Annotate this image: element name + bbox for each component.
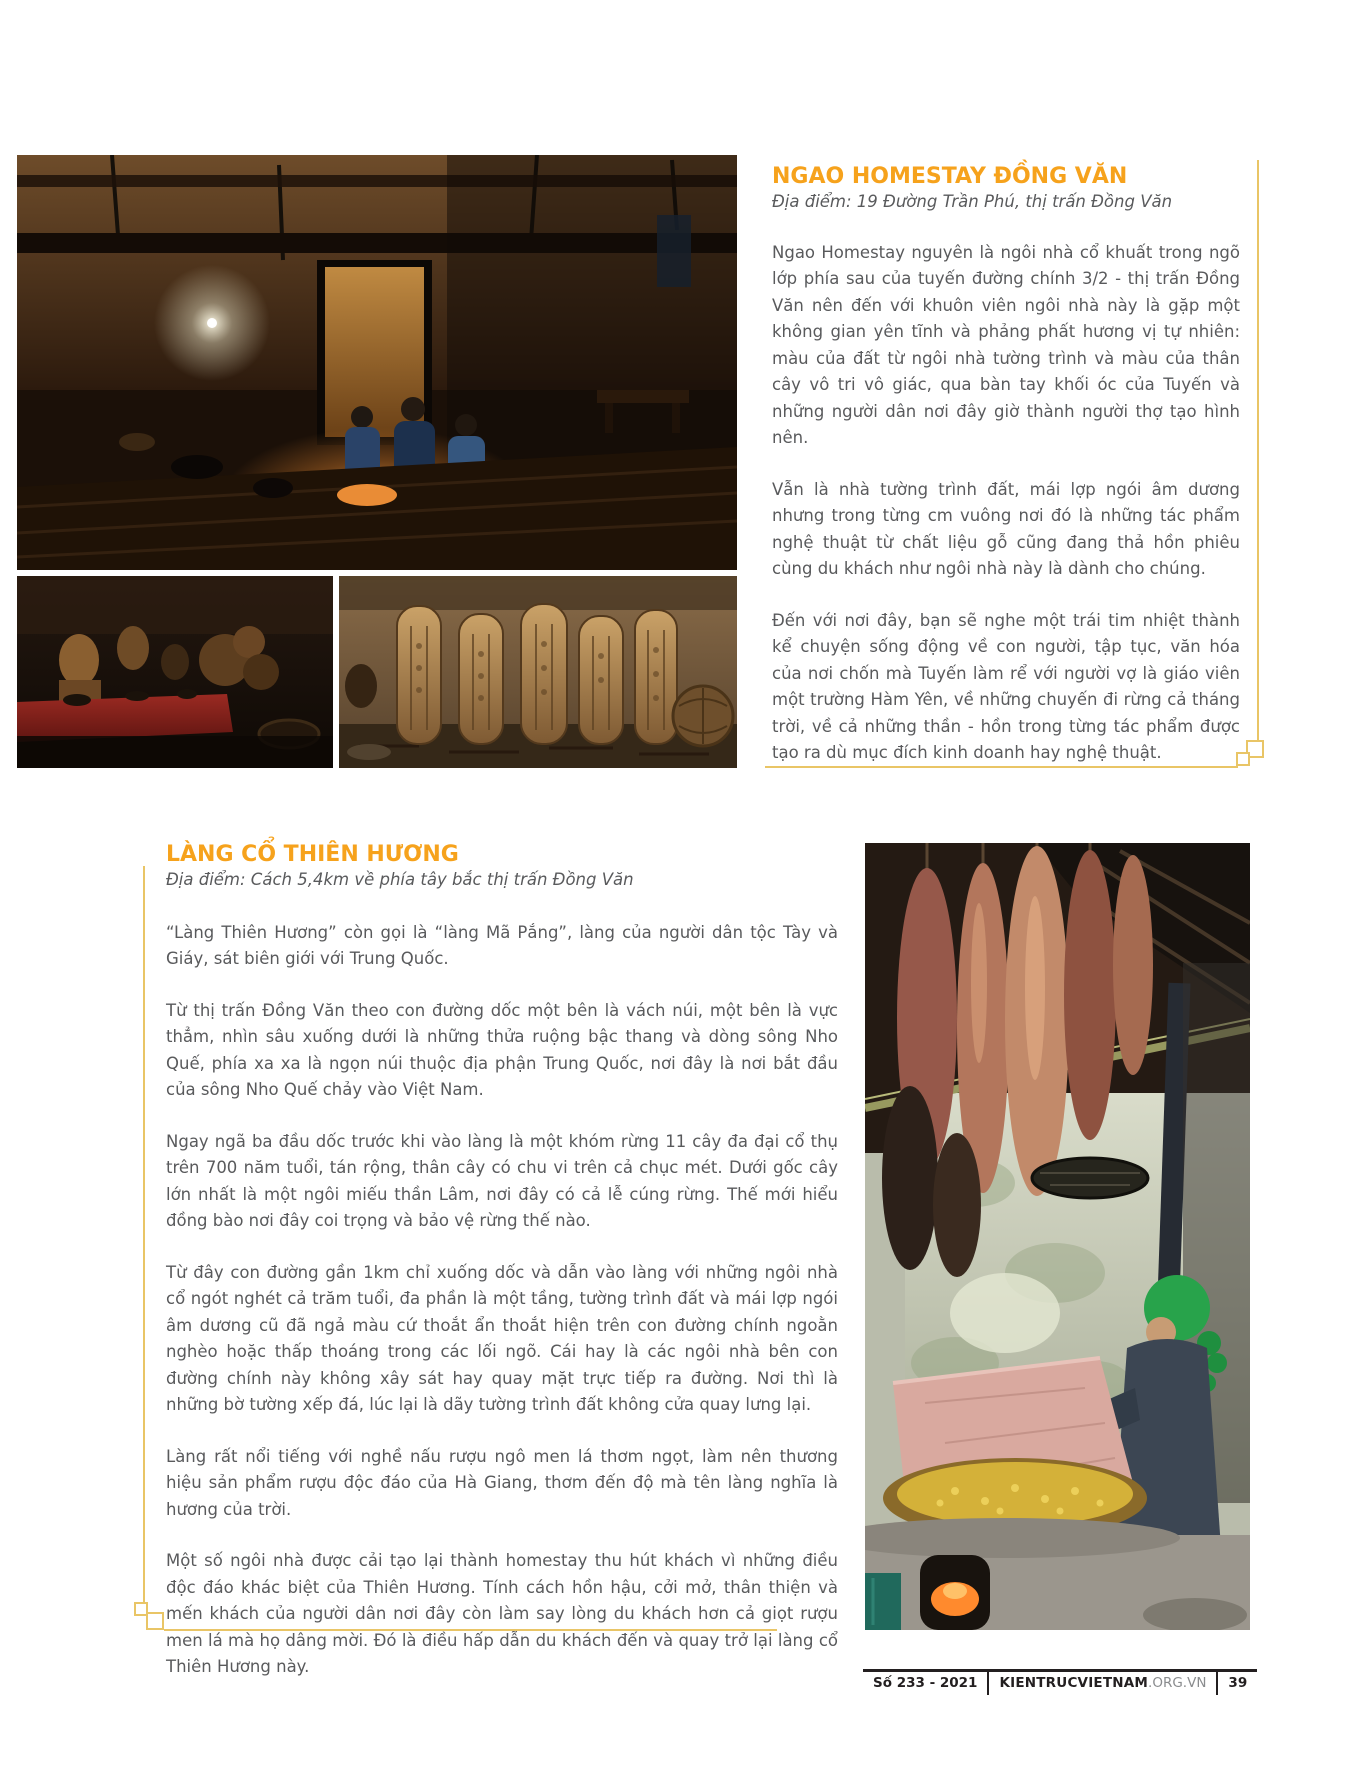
footer-site-domain: .ORG.VN <box>1148 1675 1207 1691</box>
photo-carved-boards-art <box>339 576 737 768</box>
section2-location: Địa điểm: Cách 5,4km về phía tây bắc thị trấn Đồng Văn <box>166 870 634 889</box>
section2-paragraph: Làng rất nổi tiếng với nghề nấu rượu ngô men lá thơm ngọt, làm nên thương hiệu sản phẩm rượu độc đáo của Hà Giang, thơm đến độ mà tên làng nghĩa là hương của trời. <box>166 1446 838 1519</box>
gold-rule-vertical-section2 <box>143 866 145 1602</box>
section2-heading: LÀNG CỔ THIÊN HƯƠNG <box>166 842 459 867</box>
footer-site-name: KIENTRUCVIETNAM <box>999 1675 1149 1691</box>
section2-paragraph: Từ đây con đường gần 1km chỉ xuống dốc và dẫn vào làng với những ngôi nhà cổ ngót nghét cả trăm tuổi, đa phần là một tầng, tường trình đất và mái lợp ngói âm dương cũ đã ngả màu cứ thoắt ẩn thoắt hiện trên con đường chính ngoằn nghèo hoặc thấp thoáng trong các lối ngõ. Cái hay là các ngôi nhà bên con đường chính này không xây sát hay quay mặt trực tiếp ra đường. Nơi thì là những bờ tường xếp đá, lúc lại là dãy tường trình đất không cửa quay lưng lại. <box>166 1262 838 1414</box>
photo-homestay-night-interior <box>17 155 737 570</box>
photo-wood-sculptures-red-table <box>17 576 333 768</box>
gold-rule-horizontal-section2 <box>164 1629 777 1631</box>
corner-ornament-square-small <box>1236 752 1250 766</box>
section1-location: Địa điểm: 19 Đường Trần Phú, thị trấn Đồng Văn <box>772 192 1173 211</box>
corner-ornament-square-large <box>146 1612 164 1630</box>
section1-paragraph: Đến với nơi đây, bạn sẽ nghe một trái tim nhiệt thành kể chuyện sống động về con người, tập tục, văn hóa của nơi chốn mà Tuyến làm rể với người vợ là giáo viên một trường Hàm Yên, về những chuyến đi rừng cả tháng trời, về cả những thần - hồn trong từng tác phẩm được tạo ra dù mục đích kinh doanh hay nghệ thuật. <box>772 610 1240 762</box>
photo-thien-huong-woman-cooking <box>865 843 1250 1630</box>
footer-page-number: 39 <box>1216 1672 1257 1695</box>
section2-paragraph: “Làng Thiên Hương” còn gọi là “làng Mã Pắng”, làng của người dân tộc Tày và Giáy, sát biên giới với Trung Quốc. <box>166 922 838 968</box>
photo-carved-wooden-boards <box>339 576 737 768</box>
section2-paragraph: Một số ngôi nhà được cải tạo lại thành homestay thu hút khách vì những điều độc đáo khác biệt của Thiên Hương. Tính cách hồn hậu, cởi mở, thân thiện và mến khách của người dân nơi đây còn làm say lòng du khách hơn cả giọt rượu men lá mà họ dâng mời. Đó là điều hấp dẫn du khách đến và quay trở lại làng cổ Thiên Hương này. <box>166 1551 838 1676</box>
footer-site <box>987 1672 1216 1695</box>
photo-woman-cooking-art <box>865 843 1250 1630</box>
section2-paragraph: Từ thị trấn Đồng Văn theo con đường dốc một bên là vách núi, một bên là vực thẳm, nhìn sâu xuống dưới là những thửa ruộng bậc thang và dòng sông Nho Quế, phía xa xa là ngọn núi thuộc địa phận Trung Quốc, nơi đây là nơi bắt đầu của sông Nho Quế chảy vào Việt Nam. <box>166 1000 838 1099</box>
section1-paragraph: Vẫn là nhà tường trình đất, mái lợp ngói âm dương nhưng trong từng cm vuông nơi đó là những tác phẩm nghệ thuật từ chất liệu gỗ cũng đang thả hồn phiêu cùng du khách như ngôi nhà này là dành cho chúng. <box>772 479 1240 578</box>
photo-homestay-night-interior-art <box>17 155 737 570</box>
gold-rule-horizontal-section1 <box>765 766 1238 768</box>
gold-rule-vertical-section1 <box>1257 160 1259 742</box>
section2-paragraph: Ngay ngã ba đầu dốc trước khi vào làng là một khóm rừng 11 cây đa đại cổ thụ trên 700 năm tuổi, tán rộng, thân cây có chu vi trên cả chục mét. Dưới gốc cây lớn nhất là một ngôi miếu thần Lâm, nơi đây có cả lễ cúng rừng. Thế mới hiểu đồng bào nơi đây coi trọng và bảo vệ rừng thế nào. <box>166 1131 838 1230</box>
photo-wood-sculptures-art <box>17 576 333 768</box>
footer-issue: Số 233 - 2021 <box>873 1675 978 1691</box>
page-footer <box>863 1669 1257 1695</box>
section1-heading: NGAO HOMESTAY ĐỒNG VĂN <box>772 164 1128 189</box>
section1-paragraph: Ngao Homestay nguyên là ngôi nhà cổ khuất trong ngõ lớp phía sau của tuyến đường chính 3/2 - thị trấn Đồng Văn nên đến với khuôn viên ngôi nhà này là gặp một không gian yên tĩnh và phảng phất hương vị tự nhiên: màu của đất từ ngôi nhà tường trình và màu của thân cây vô tri vô giác, qua bàn tay khối óc của Tuyến và những người dân nơi đây giờ thành người thợ tạo hình nên. <box>772 242 1240 447</box>
section-lang-co-thien-huong <box>166 843 838 1681</box>
section-ngao-homestay <box>772 165 1240 767</box>
